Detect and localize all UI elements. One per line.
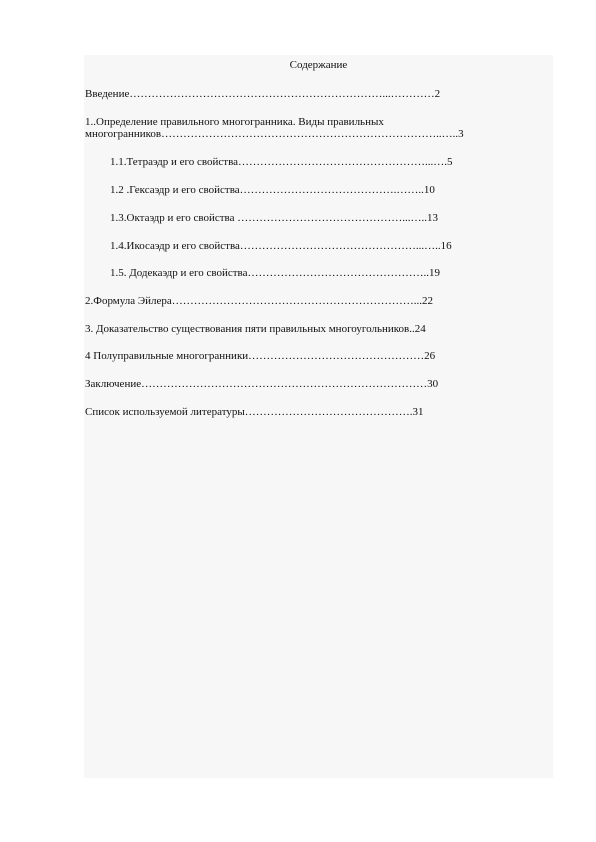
toc-entry-introduction: Введение……………………………………………………………...…………2 bbox=[85, 88, 441, 100]
toc-entry-icosahedron: 1.4.Икосаэдр и его свойства…………………………………………...…..16 bbox=[110, 240, 452, 252]
toc-entry-dodecahedron: 1.5. Додекаэдр и его свойства…………………………………………..19 bbox=[110, 267, 440, 279]
toc-entry-conclusion: Заключение……………………………………………………………………30 bbox=[85, 378, 439, 390]
toc-entry-euler-formula: 2.Формула Эйлера…………………………………………………………...22 bbox=[85, 295, 434, 307]
toc-title: Содержание bbox=[289, 59, 348, 71]
toc-entry-definition-line-1: 1..Определение правильного многогранника. Виды правильных bbox=[85, 116, 384, 128]
toc-entry-semiregular: 4 Полуправильные многогранники…………………………………………26 bbox=[85, 350, 436, 362]
toc-entry-octahedron: 1.3.Октаэдр и его свойства ………………………………………...…..13 bbox=[110, 212, 438, 224]
toc-entry-hexahedron: 1.2 .Гексаэдр и его свойства…………………………………….……..10 bbox=[110, 184, 435, 196]
toc-entry-tetrahedron: 1.1.Тетраэдр и его свойства……………………………………………...….5 bbox=[110, 156, 453, 168]
toc-entry-proof: 3. Доказательство существования пяти правильных многоугольников..24 bbox=[85, 323, 426, 335]
toc-entry-references: Список используемой литературы……………………………………….31 bbox=[85, 406, 424, 418]
toc-entry-definition-line-2: многогранников…………………………………………………………………..…..3 bbox=[85, 128, 464, 140]
